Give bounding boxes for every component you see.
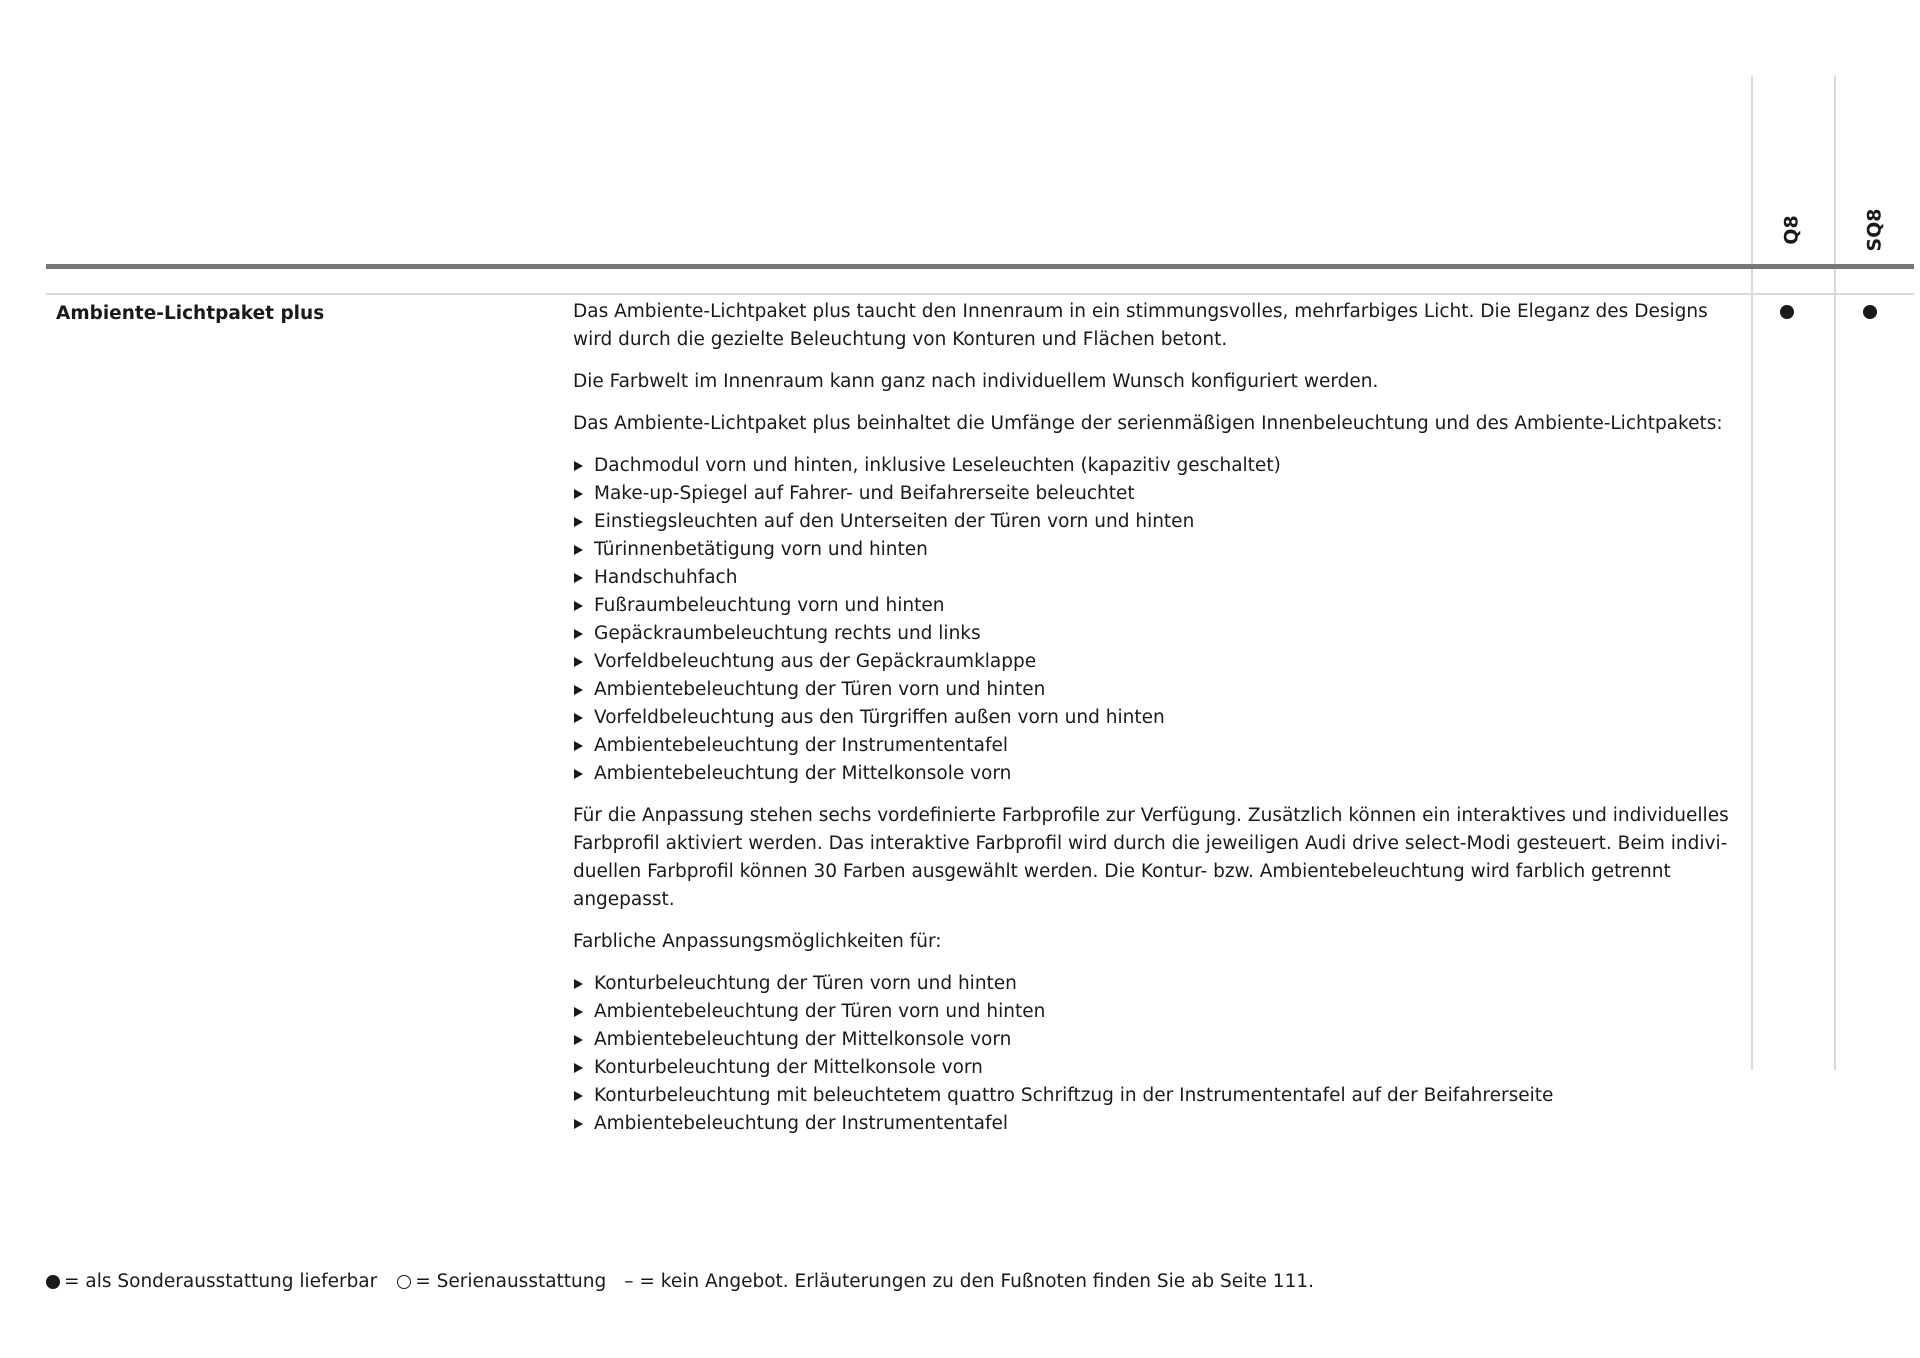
description-paragraph: Die Farbwelt im Innenraum kann ganz nach individuellem Wunsch konfiguriert werden. xyxy=(573,371,1379,392)
list-item: Handschuhfach xyxy=(573,564,1743,592)
list-item: Make-up-Spiegel auf Fahrer- und Beifahrerseite beleuchtet xyxy=(573,480,1743,508)
model-header-sq8 xyxy=(1860,200,1890,260)
model-header-q8 xyxy=(1777,200,1807,260)
description-paragraph: Für die Anpassung stehen sechs vordefinierte Farbprofile zur Verfügung. Zusätzlich können ein interaktives und individuelles Farbprofil aktiviert werden. Das interaktive Farbprofil wird durch die jeweiligen Audi drive select-Modi gesteuert. Beim indivi-duellen Farbprofil können 30 Farben ausgewählt werden. Die Kontur- bzw. Ambientebeleuchtung wird farblich getrennt angepasst. xyxy=(573,805,1729,910)
list-item: Gepäckraumbeleuchtung rechts und links xyxy=(573,620,1743,648)
list-item: Ambientebeleuchtung der Instrumententafel xyxy=(573,1110,1743,1138)
list-item: Ambientebeleuchtung der Instrumententafel xyxy=(573,732,1743,760)
feature-title: Ambiente-Lichtpaket plus xyxy=(56,303,325,324)
list-item: Ambientebeleuchtung der Türen vorn und hinten xyxy=(573,998,1743,1026)
list-item: Ambientebeleuchtung der Türen vorn und hinten xyxy=(573,676,1743,704)
open-circle-icon xyxy=(397,1275,411,1289)
list-item: Ambientebeleuchtung der Mittelkonsole vorn xyxy=(573,760,1743,788)
legend xyxy=(46,1268,1314,1296)
description-paragraph: Farbliche Anpassungsmöglichkeiten für: xyxy=(573,931,942,952)
model-label-q8: Q8 xyxy=(1781,215,1803,245)
list-item: Konturbeleuchtung der Mittelkonsole vorn xyxy=(573,1054,1743,1082)
model-label-sq8: SQ8 xyxy=(1864,208,1886,252)
description-paragraph: Das Ambiente-Lichtpaket plus beinhaltet die Umfänge der serienmäßigen Innenbeleuchtung und des Ambiente-Lichtpakets: xyxy=(573,413,1723,434)
filled-dot-icon xyxy=(46,1275,60,1289)
list-item: Vorfeldbeleuchtung aus den Türgriffen außen vorn und hinten xyxy=(573,704,1743,732)
list-item: Konturbeleuchtung mit beleuchtetem quattro Schriftzug in der Instrumententafel auf der Beifahrerseite xyxy=(573,1082,1743,1110)
list-item: Ambientebeleuchtung der Mittelkonsole vorn xyxy=(573,1026,1743,1054)
feature-description xyxy=(573,298,1743,1152)
list-item: Dachmodul vorn und hinten, inklusive Leseleuchten (kapazitiv geschaltet) xyxy=(573,452,1743,480)
availability-dot-sq8 xyxy=(1863,305,1877,319)
list-item: Einstiegsleuchten auf den Unterseiten der Türen vorn und hinten xyxy=(573,508,1743,536)
list-item: Fußraumbeleuchtung vorn und hinten xyxy=(573,592,1743,620)
included-features-list xyxy=(573,452,1743,788)
legend-standard: = Serienausstattung xyxy=(415,1271,607,1292)
availability-dot-q8 xyxy=(1780,305,1794,319)
list-item: Vorfeldbeleuchtung aus der Gepäckraumklappe xyxy=(573,648,1743,676)
column-divider-sq8 xyxy=(1834,76,1836,1070)
description-paragraph: Das Ambiente-Lichtpaket plus taucht den Innenraum in ein stimmungsvolles, mehrfarbiges Licht. Die Eleganz des Designs wird durch die gezielte Beleuchtung von Konturen und Flächen betont. xyxy=(573,301,1708,350)
list-item: Türinnenbetätigung vorn und hinten xyxy=(573,536,1743,564)
header-rule xyxy=(46,264,1914,269)
row-rule xyxy=(46,293,1914,295)
legend-optional: = als Sonderausstattung lieferbar xyxy=(64,1271,378,1292)
color-options-list xyxy=(573,970,1743,1138)
column-divider-q8 xyxy=(1751,76,1753,1070)
legend-none: – = kein Angebot. Erläuterungen zu den Fußnoten finden Sie ab Seite 111. xyxy=(624,1271,1314,1292)
list-item: Konturbeleuchtung der Türen vorn und hinten xyxy=(573,970,1743,998)
